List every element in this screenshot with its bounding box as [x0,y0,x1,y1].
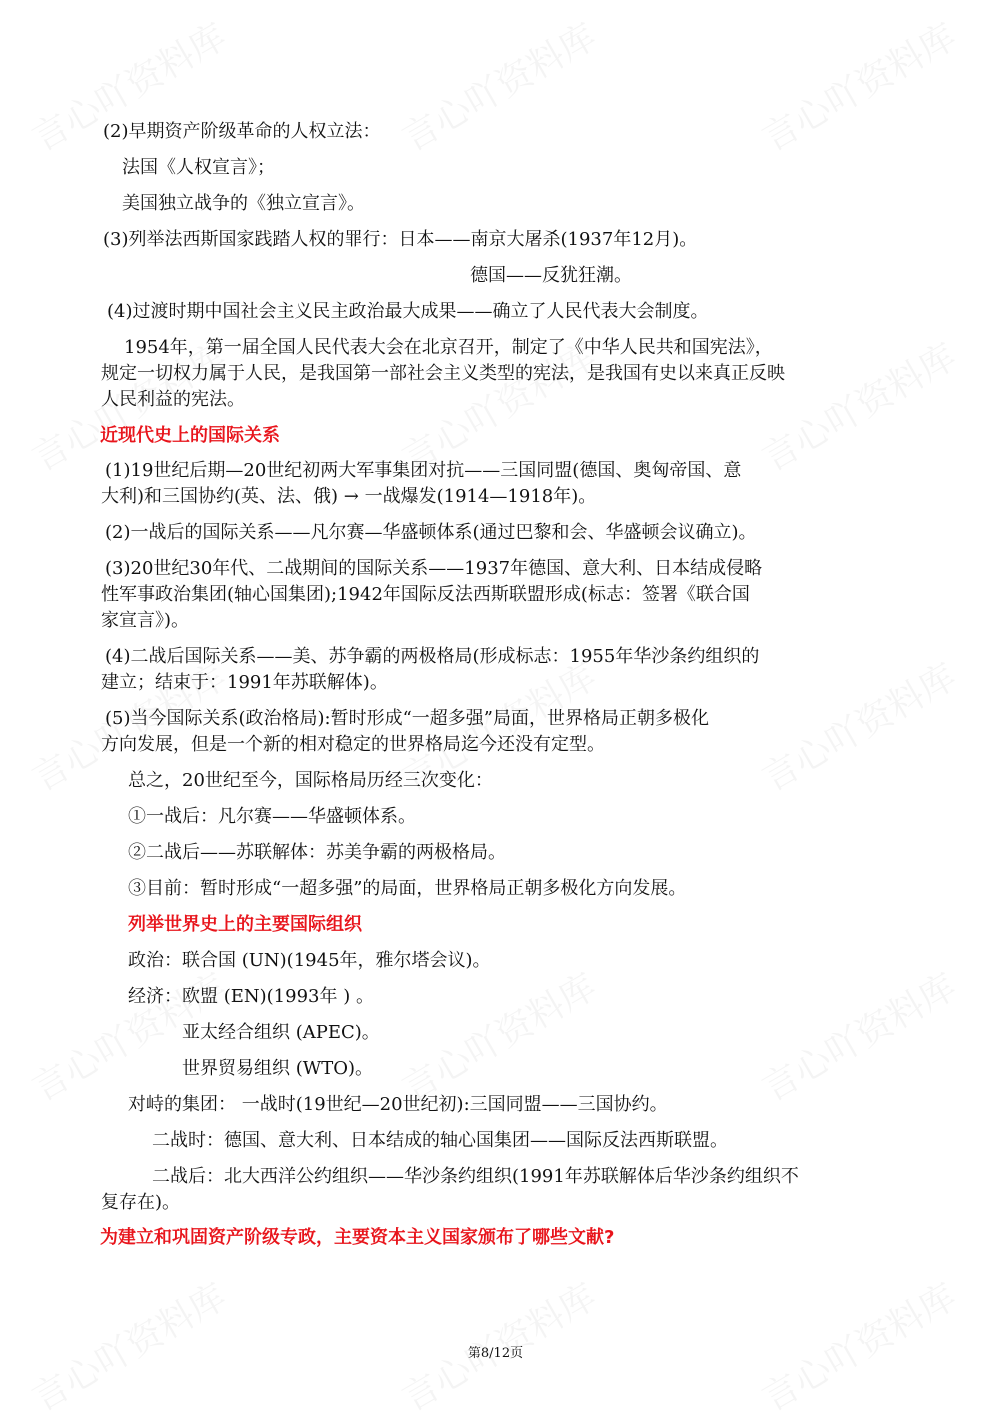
text-line: 法国《人权宣言》； [122,157,275,178]
text-line: 建立；结束于：1991年苏联解体)。 [101,672,388,693]
text-line: 二战时：德国、意大利、日本结成的轴心国集团——国际反法西斯联盟。 [152,1130,728,1151]
text-line: (3)20世纪30年代、二战期间的国际关系——1937年德国、意大利、日本结成侵略 [105,558,763,579]
text-line: ①一战后：凡尔赛——华盛顿体系。 [128,806,416,827]
text-line: 美国独立战争的《独立宣言》。 [122,193,365,214]
text-line: 大利)和三国协约(英、法、俄) → 一战爆发(1914—1918年)。 [101,486,597,507]
text-line: (2)早期资产阶级革命的人权立法： [103,121,381,142]
text-line: 世界贸易组织 (WTO)。 [182,1058,374,1079]
text-line: (5)当今国际关系(政治格局):暂时形成“一超多强”局面，世界格局正朝多极化 [105,708,710,729]
text-line: 经济：欧盟 (EN)(1993年 ) 。 [128,986,374,1007]
text-line: 总之，20世纪至今，国际格局历经三次变化： [128,770,493,791]
text-line: 方向发展，但是一个新的相对稳定的世界格局迄今还没有定型。 [101,734,605,755]
page-number: 第8/12页 [467,1346,524,1361]
text-line: (4)过渡时期中国社会主义民主政治最大成果——确立了人民代表大会制度。 [107,301,709,322]
text-line: ②二战后——苏联解体：苏美争霸的两极格局。 [128,842,506,863]
watermark [752,9,965,161]
text-line: (2)一战后的国际关系——凡尔赛—华盛顿体系(通过巴黎和会、华盛顿会议确立)。 [105,522,757,543]
text-line: 二战后：北大西洋公约组织——华沙条约组织(1991年苏联解体后华沙条约组织不 [152,1166,799,1187]
watermark [752,329,965,481]
watermark [752,959,965,1111]
text-line: (3)列举法西斯国家践踏人权的罪行：日本——南京大屠杀(1937年12月)。 [103,229,698,250]
section-heading: 为建立和巩固资产阶级专政，主要资本主义国家颁布了哪些文献? [100,1227,615,1248]
text-line: 规定一切权力属于人民，是我国第一部社会主义类型的宪法，是我国有史以来真正反映 [101,363,785,384]
text-line: 对峙的集团： 一战时(19世纪—20世纪初):三国同盟——三国协约。 [128,1094,668,1115]
text-line: 人民利益的宪法。 [101,389,245,410]
text-line: 政治：联合国 (UN)(1945年，雅尔塔会议)。 [128,950,491,971]
section-heading: 近现代史上的国际关系 [100,425,280,446]
watermark [392,959,605,1111]
text-line: 1954年，第一届全国人民代表大会在北京召开，制定了《中华人民共和国宪法》， [124,337,773,358]
text-line: 亚太经合组织 (APEC)。 [182,1022,380,1043]
text-line: 家宣言》)。 [101,610,190,631]
text-line: 性军事政治集团(轴心国集团);1942年国际反法西斯联盟形成(标志：签署《联合国 [101,584,750,605]
text-line: 复存在)。 [101,1192,181,1213]
text-line: (4)二战后国际关系——美、苏争霸的两极格局(形成标志：1955年华沙条约组织的 [105,646,760,667]
watermark [752,649,965,801]
watermark [392,9,605,161]
section-heading: 列举世界史上的主要国际组织 [128,914,362,935]
text-line: ③目前：暂时形成“一超多强”的局面，世界格局正朝多极化方向发展。 [128,878,687,899]
text-line: (1)19世纪后期—20世纪初两大军事集团对抗——三国同盟(德国、奥匈帝国、意 [105,460,742,481]
text-line: 德国——反犹狂潮。 [470,265,632,286]
